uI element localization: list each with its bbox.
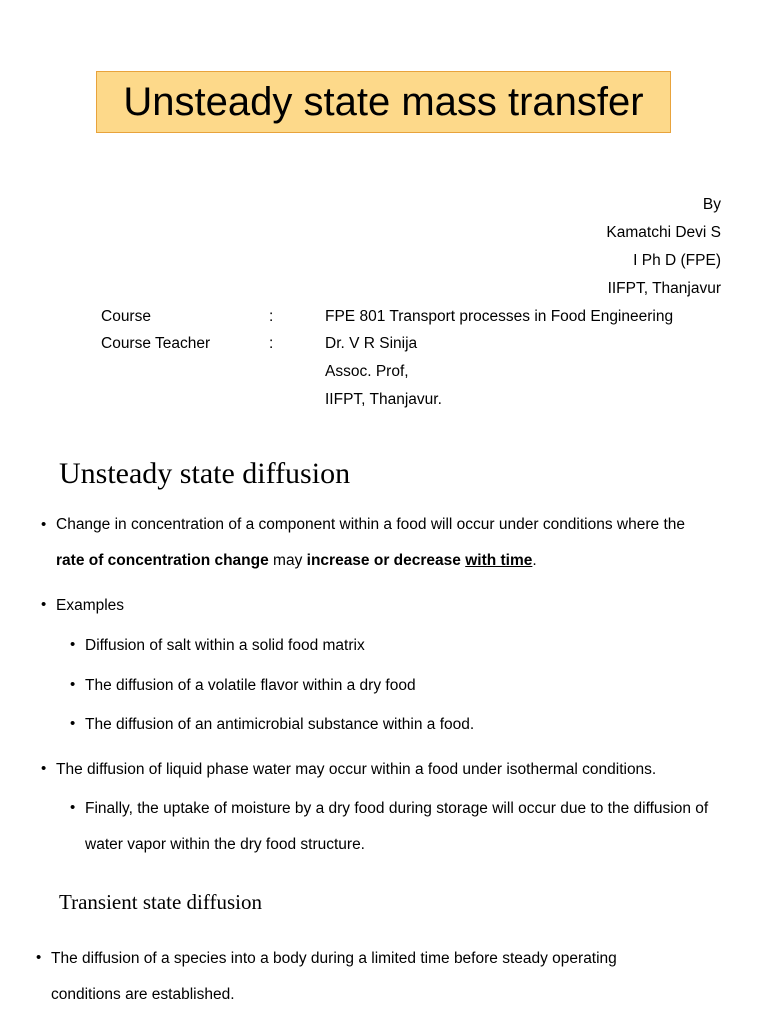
text-may: may [268,552,307,569]
course-value: FPE 801 Transport processes in Food Engineering [325,308,674,325]
bullet-line-1: Change in concentration of a component within a food will occur under conditions where the [56,516,685,533]
example-item: The diffusion of a volatile flavor within a dry food [85,677,416,694]
section-heading-transient: Transient state diffusion [59,890,262,914]
bold-increase: increase or decrease [306,552,461,569]
underlined-with-time: with time [465,552,533,569]
bullet-dot: • [36,949,42,966]
author-by: By [702,196,721,213]
bullet-liquid-water: The diffusion of liquid phase water may occur within a food under isothermal conditions. [56,761,657,778]
teacher-institute: IIFPT, Thanjavur. [325,391,442,408]
example-item: The diffusion of an antimicrobial substance within a food. [85,716,475,733]
bullet-transient [51,941,709,1013]
author-name: Kamatchi Devi S [606,224,721,241]
course-label: Course [101,308,151,325]
author-institute: IIFPT, Thanjavur [607,280,721,297]
section-heading-unsteady: Unsteady state diffusion [59,457,351,490]
bullet-dot: • [70,676,76,693]
teacher-colon: : [269,335,274,352]
transient-line-2: conditions are established. [51,986,235,1003]
title-box [96,71,671,133]
bullet-concentration-change [56,507,741,579]
page-title: Unsteady state mass transfer [123,80,644,124]
bullet-dot: • [70,799,76,816]
transient-line-1: The diffusion of a species into a body during a limited time before steady operating [51,950,617,967]
sub-bullet-line-2: water vapor within the dry food structure. [85,836,365,853]
teacher-name: Dr. V R Sinija [325,335,418,352]
example-item: Diffusion of salt within a solid food matrix [85,637,365,654]
teacher-label: Course Teacher [101,335,211,352]
bullet-dot: • [41,516,47,533]
bullet-dot: • [41,760,47,777]
examples-label: Examples [56,597,125,614]
teacher-designation: Assoc. Prof, [325,363,409,380]
bullet-dot: • [70,636,76,653]
author-program: I Ph D (FPE) [633,252,721,269]
sub-bullet-moisture-uptake [85,791,741,863]
course-colon: : [269,308,274,325]
bullet-dot: • [41,596,47,613]
bullet-line-2 [56,543,741,579]
bold-rate: rate of concentration change [56,552,269,569]
sub-bullet-line-1: Finally, the uptake of moisture by a dry food during storage will occur due to the diffusion of [85,800,709,817]
text-period: . [532,552,537,569]
bullet-dot: • [70,715,76,732]
